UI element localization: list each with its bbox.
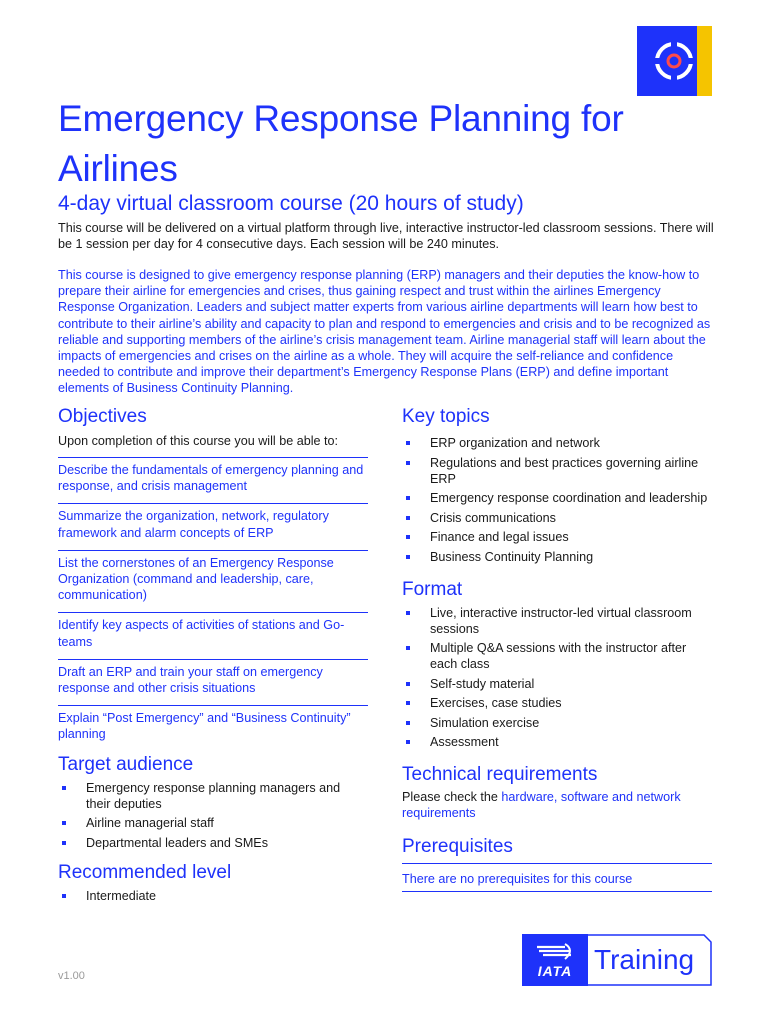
format-section [402,577,712,751]
list-item: Exercises, case studies [402,695,712,711]
technical-requirements-section [402,762,712,821]
recommended-level-list [58,888,368,904]
list-item: Assessment [402,734,712,750]
list-item: Emergency response planning managers and their deputies [58,780,368,812]
list-item: Airline managerial staff [58,815,368,831]
list-item: Live, interactive instructor-led virtual classroom sessions [402,605,712,637]
list-item: Simulation exercise [402,715,712,731]
format-list [402,605,712,751]
intro-delivery: This course will be delivered on a virtual platform through live, interactive instructor-led classroom sessions. There will be 1 session per day for 4 consecutive days. Each session will be 240 minutes. [58,221,714,251]
objectives-list [58,457,368,752]
recommended-level-section [58,860,368,904]
page-title: Emergency Response Planning for Airlines [58,98,624,189]
list-item: Finance and legal issues [402,529,712,545]
list-item: Crisis communications [402,510,712,526]
objectives-lead: Upon completion of this course you will be able to: [58,434,339,448]
intro-description: This course is designed to give emergency response planning (ERP) managers and their deputies the know-how to prepare their airline for emergencies and crises, thus gaining respect and trust within the airlines Emergency Response Organization. Leaders and subject matter experts from various airline departments will learn how best to contribute to their airline’s ability and capacity to plan and respond to emergencies and crisis and to be recognized as reliable and supporting members of the airline’s crisis management team. Airline managerial staff will learn about the impacts of emergencies and crises on the airline as a whole. They will acquire the self-reliance and confidence needed to contribute and improve their department’s Emergency Response Plans (ERP) and define important elements of Business Continuity Planning. [58,268,711,396]
course-badge-icon [637,26,712,96]
requirements-link[interactable]: hardware, software and network requirements [402,790,681,821]
divider [402,891,712,892]
training-wordmark: Training [594,944,695,975]
target-audience-heading: Target audience [58,753,194,775]
iata-training-logo [522,934,712,986]
technical-requirements-heading: Technical requirements [402,764,598,785]
prerequisites-text: There are no prerequisites for this course [402,872,633,887]
list-item: Emergency response coordination and leadership [402,490,712,506]
objective-item: Draft an ERP and train your staff on emergency response and other crisis situations [58,659,368,705]
format-heading: Format [402,578,463,600]
objective-item: Describe the fundamentals of emergency planning and response, and crisis management [58,457,368,503]
recommended-level-heading: Recommended level [58,861,232,883]
list-item: Departmental leaders and SMEs [58,835,368,851]
objective-item: Identify key aspects of activities of stations and Go-teams [58,612,368,658]
objective-item: Summarize the organization, network, regulatory framework and alarm concepts of ERP [58,503,368,549]
list-item: Intermediate [58,888,368,904]
key-topics-list [402,435,712,565]
objective-item: List the cornerstones of an Emergency Response Organization (command and leadership, care, communication) [58,550,368,613]
technical-requirements-text: Please check the hardware, software and network requirements [402,790,681,821]
target-audience-section [58,752,368,851]
list-item: Multiple Q&A sessions with the instructor after each class [402,640,712,672]
target-audience-list [58,780,368,851]
version-label: v1.00 [58,970,85,982]
list-item: Business Continuity Planning [402,549,712,565]
prerequisites-heading: Prerequisites [402,836,513,858]
objective-item: Explain “Post Emergency” and “Business Continuity” planning [58,705,368,751]
left-column [58,404,368,907]
key-topics-heading: Key topics [402,406,490,427]
iata-globe-icon [535,942,575,962]
page-subtitle: 4-day virtual classroom course (20 hours of study) [58,192,524,215]
divider [402,863,712,864]
iata-wordmark: IATA [537,963,573,979]
prerequisites-section [402,834,712,892]
objectives-heading: Objectives [58,406,147,427]
list-item: ERP organization and network [402,435,712,451]
right-column [402,404,712,892]
list-item: Self-study material [402,676,712,692]
list-item: Regulations and best practices governing airline ERP [402,455,712,487]
